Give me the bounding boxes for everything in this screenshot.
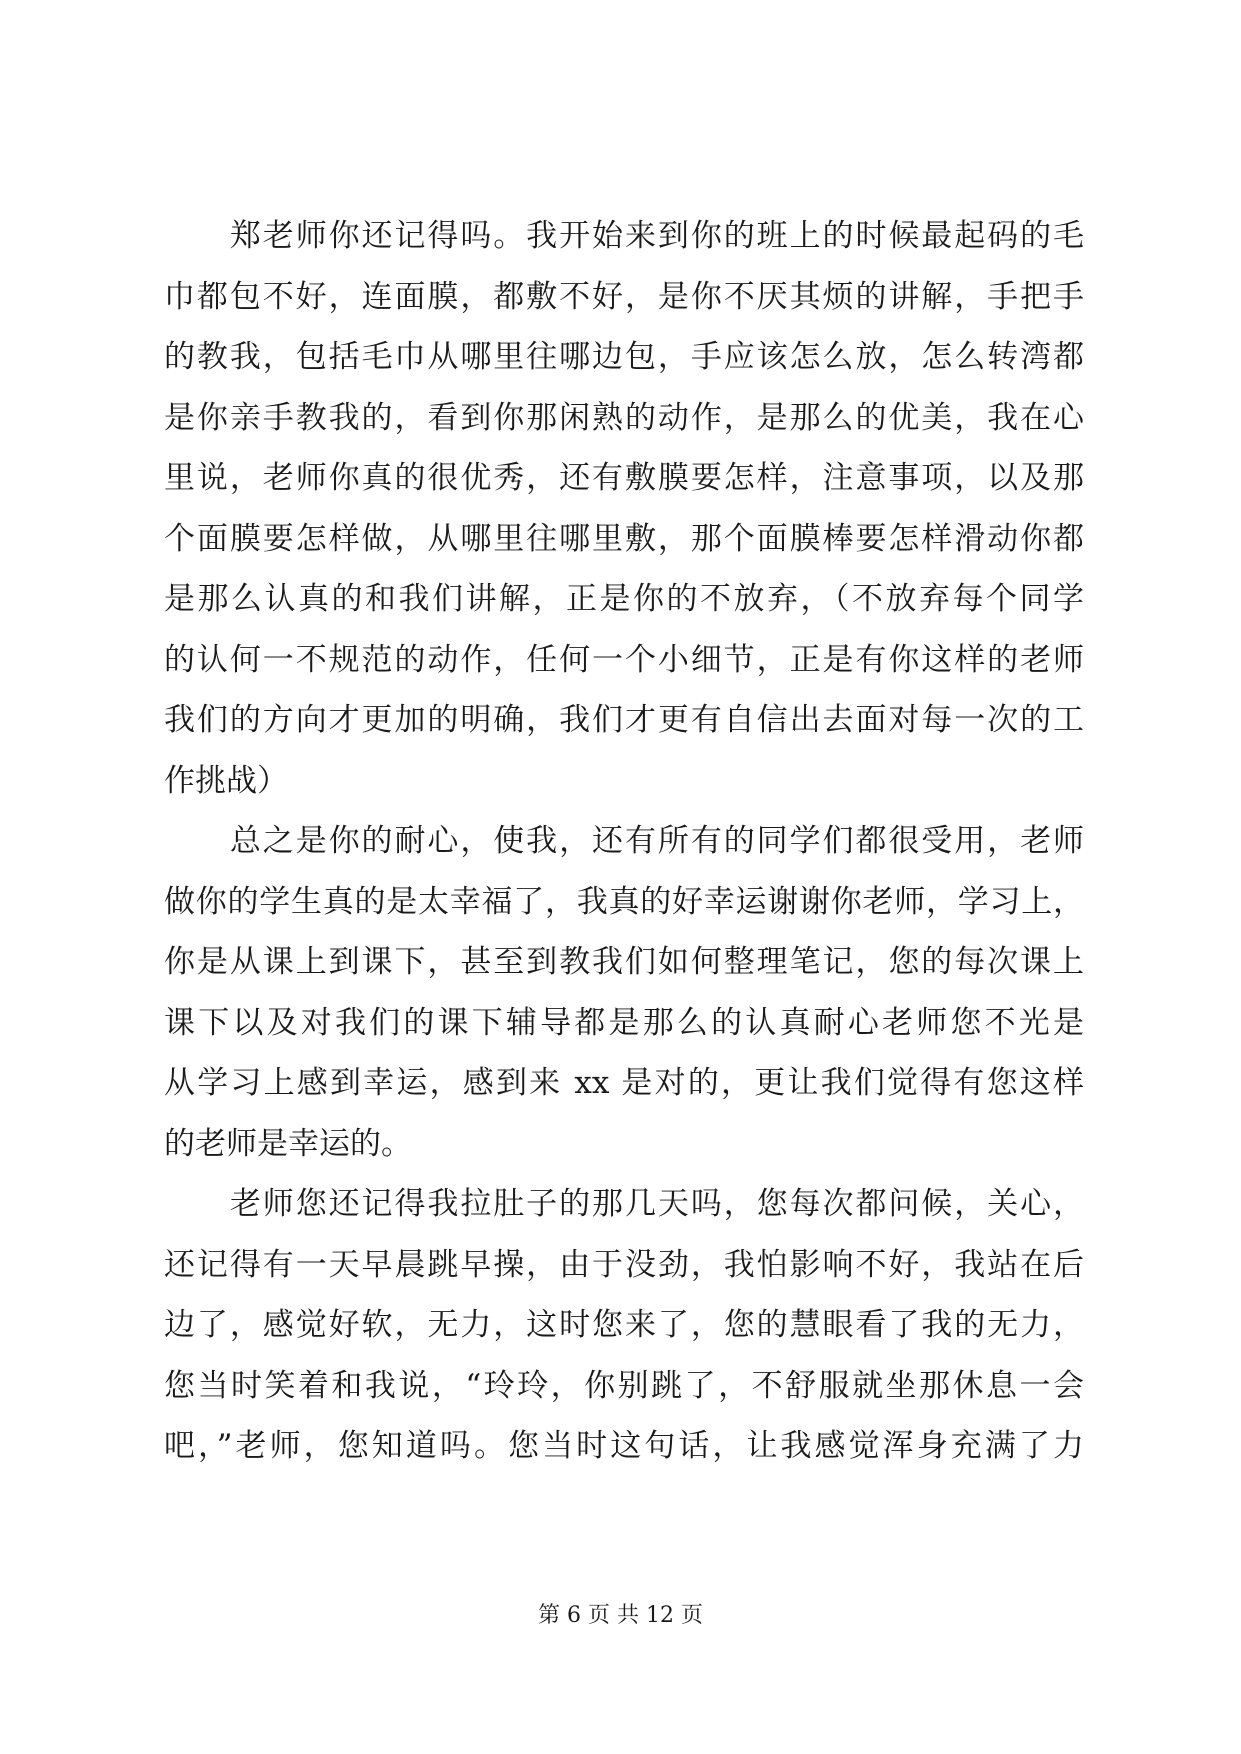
text-line: 老师您还记得我拉肚子的那几天吗，您每次都问候，关心，: [164, 1186, 1084, 1222]
paragraph-2: [164, 811, 1084, 1174]
text-line: 的认何一不规范的动作，任何一个小细节，正是有你这样的老师: [164, 641, 1084, 678]
text-line: 还记得有一天早晨跳早操，由于没劲，我怕影响不好，我站在后: [164, 1246, 1084, 1283]
text-line: 做你的学生真的是太幸福了，我真的好幸运谢谢你老师，学习上，: [164, 883, 1084, 920]
text-line: 巾都包不好，连面膜，都敷不好，是你不厌其烦的讲解，手把手: [164, 278, 1084, 315]
text-line: 的教我，包括毛巾从哪里往哪边包，手应该怎么放，怎么转湾都: [164, 339, 1084, 375]
text-line: 我们的方向才更加的明确，我们才更有自信出去面对每一次的工: [164, 702, 1084, 738]
text-line: 郑老师你还记得吗。我开始来到你的班上的时候最起码的毛: [164, 218, 1084, 254]
text-line: 个面膜要怎样做，从哪里往哪里敷，那个面膜棒要怎样滑动你都: [164, 520, 1084, 557]
text-line: 从学习上感到幸运，感到来 xx 是对的，更让我们觉得有您这样: [164, 1065, 1084, 1101]
body-text: [164, 206, 1084, 1477]
text-line: 你是从课上到课下，甚至到教我们如何整理笔记，您的每次课上: [164, 944, 1084, 980]
text-line: 是那么认真的和我们讲解，正是你的不放弃，（不放弃每个同学: [164, 581, 1084, 617]
text-line: 里说，老师你真的很优秀，还有敷膜要怎样，注意事项，以及那: [164, 460, 1084, 496]
text-line: 边了，感觉好软，无力，这时您来了，您的慧眼看了我的无力，: [164, 1307, 1084, 1343]
text-line: 课下以及对我们的课下辅导都是那么的认真耐心老师您不光是: [164, 1004, 1084, 1041]
paragraph-3: [164, 1174, 1084, 1477]
text-line: 是你亲手教我的，看到你那闲熟的动作，是那么的优美，我在心: [164, 399, 1084, 436]
text-line: 吧，”老师，您知道吗。您当时这句话，让我感觉浑身充满了力: [164, 1428, 1084, 1464]
text-line: 总之是你的耐心，使我，还有所有的同学们都很受用，老师: [164, 823, 1084, 859]
text-line: 的老师是幸运的。: [164, 1125, 412, 1162]
text-line: 您当时笑着和我说，“玲玲，你别跳了，不舒服就坐那休息一会: [164, 1367, 1084, 1404]
page-number-footer: 第 6 页 共 12 页: [538, 1603, 703, 1628]
paragraph-1: [164, 206, 1084, 811]
text-line: 作挑战）: [164, 762, 288, 799]
